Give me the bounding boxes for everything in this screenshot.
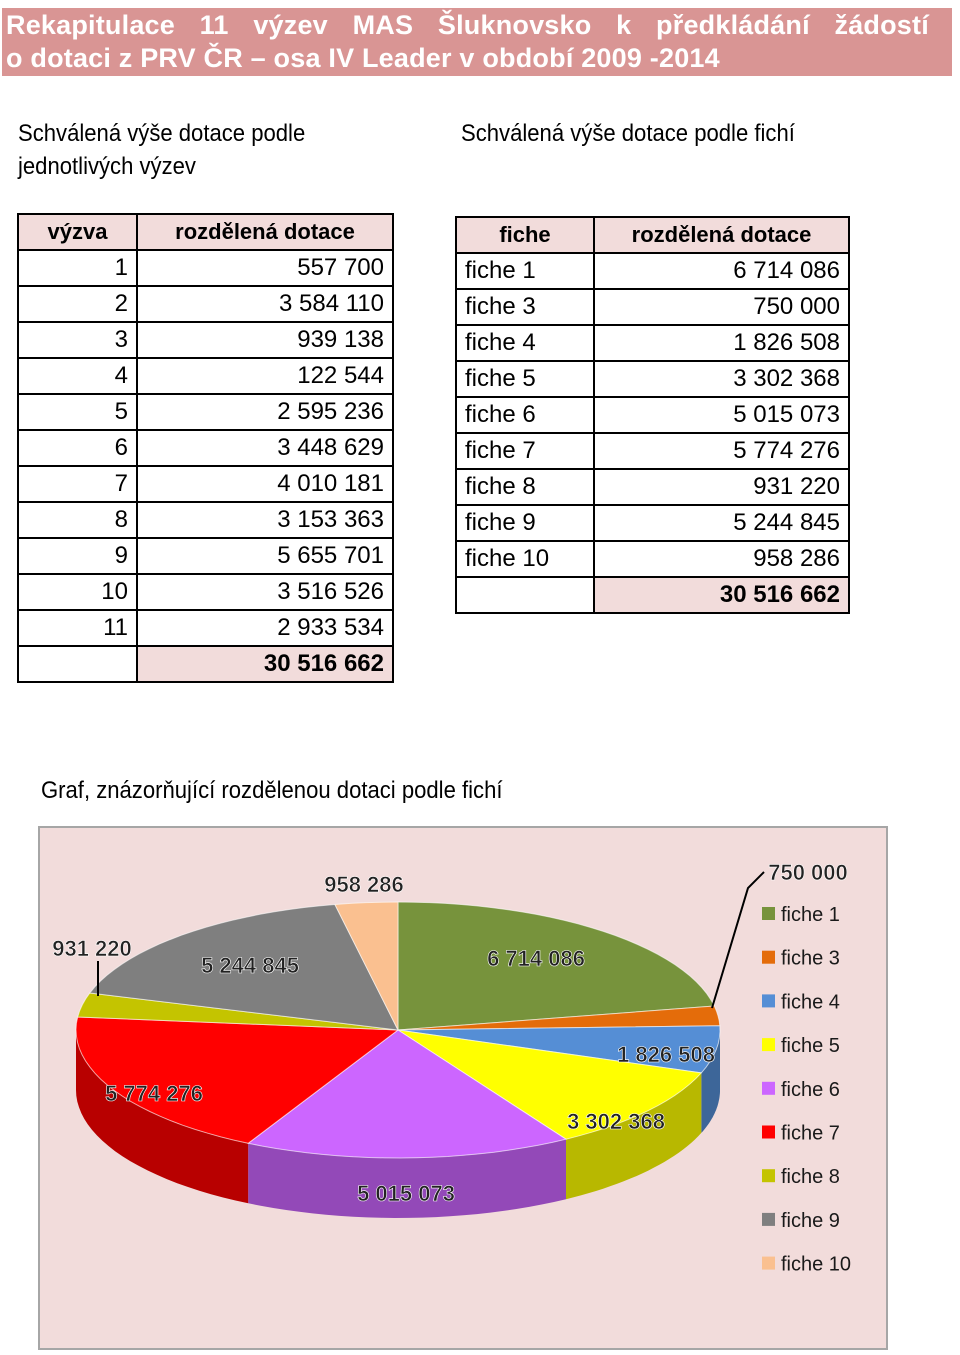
legend-swatch xyxy=(762,994,775,1007)
table-cell-value: 958 286 xyxy=(594,541,849,577)
legend-label: fiche 6 xyxy=(781,1078,840,1101)
fiche-table xyxy=(455,216,850,614)
data-label: 958 286 xyxy=(324,872,404,897)
col-header-subsidy: rozdělená dotace xyxy=(137,214,393,250)
table-row xyxy=(456,253,849,289)
data-label: 6 714 086 xyxy=(487,946,585,971)
table-row xyxy=(18,610,393,646)
table-cell-label: fiche 10 xyxy=(456,541,594,577)
table-cell-label: 3 xyxy=(18,322,137,358)
legend-label: fiche 7 xyxy=(781,1122,840,1145)
table-cell-value: 2 595 236 xyxy=(137,394,393,430)
table-row xyxy=(18,502,393,538)
table-row xyxy=(456,397,849,433)
header-line-2: o dotaci z PRV ČR – osa IV Leader v období 2009 -2014 xyxy=(6,43,720,73)
col-header-fiche: fiche xyxy=(456,217,594,253)
legend-label: fiche 4 xyxy=(781,991,840,1014)
table-cell-value: 3 584 110 xyxy=(137,286,393,322)
right-subtitle: Schválená výše dotace podle fichí xyxy=(461,120,795,147)
legend-swatch xyxy=(762,1038,775,1051)
leader-line xyxy=(712,872,764,1008)
left-subtitle xyxy=(18,117,305,183)
table-row xyxy=(456,541,849,577)
table-cell-label: 9 xyxy=(18,538,137,574)
left-subtitle-line-2: jednotlivých výzev xyxy=(18,153,196,180)
table-row xyxy=(456,505,849,541)
table-header-row xyxy=(456,217,849,253)
data-label: 750 000 xyxy=(768,860,848,885)
legend-swatch xyxy=(762,1213,775,1226)
table-cell-label: fiche 5 xyxy=(456,361,594,397)
table-cell-value: 4 010 181 xyxy=(137,466,393,502)
table-cell-value: 3 516 526 xyxy=(137,574,393,610)
table-cell-label: 4 xyxy=(18,358,137,394)
legend-label: fiche 8 xyxy=(781,1166,840,1189)
table-cell-label: fiche 1 xyxy=(456,253,594,289)
table-row xyxy=(18,322,393,358)
table-cell-value: 939 138 xyxy=(137,322,393,358)
table-cell-label: 6 xyxy=(18,430,137,466)
pie-chart xyxy=(40,828,886,1348)
table-total-row xyxy=(456,577,849,613)
table-row xyxy=(456,361,849,397)
document-header xyxy=(2,8,952,76)
table-cell-value: 6 714 086 xyxy=(594,253,849,289)
pie-chart-frame xyxy=(38,826,888,1350)
table-row xyxy=(18,430,393,466)
legend-label: fiche 10 xyxy=(781,1253,852,1276)
table-cell-label: 10 xyxy=(18,574,137,610)
table-cell-value: 5 655 701 xyxy=(137,538,393,574)
table-row xyxy=(18,538,393,574)
table-total-value: 30 516 662 xyxy=(137,646,393,682)
table-cell-value: 3 302 368 xyxy=(594,361,849,397)
legend-label: fiche 5 xyxy=(781,1035,840,1058)
table-cell-value: 750 000 xyxy=(594,289,849,325)
table-cell-value: 5 015 073 xyxy=(594,397,849,433)
chart-caption: Graf, znázorňující rozdělenou dotaci podle fichí xyxy=(41,777,503,804)
legend-label: fiche 3 xyxy=(781,947,840,970)
legend-swatch xyxy=(762,1082,775,1095)
table-cell-label: 1 xyxy=(18,250,137,286)
table-cell-label: fiche 9 xyxy=(456,505,594,541)
table-header-row xyxy=(18,214,393,250)
table-cell-label: fiche 3 xyxy=(456,289,594,325)
data-label: 5 244 845 xyxy=(201,953,299,978)
table-row xyxy=(18,358,393,394)
table-cell-value: 3 448 629 xyxy=(137,430,393,466)
table-cell-label: 8 xyxy=(18,502,137,538)
data-label: 5 774 276 xyxy=(105,1081,203,1106)
data-label: 931 220 xyxy=(52,936,132,961)
legend-swatch xyxy=(762,1126,775,1139)
legend xyxy=(762,904,851,1276)
table-cell xyxy=(456,577,594,613)
table-total-row xyxy=(18,646,393,682)
table-cell-label: 5 xyxy=(18,394,137,430)
table-row xyxy=(18,466,393,502)
table-row xyxy=(456,325,849,361)
table-row xyxy=(456,289,849,325)
table-row xyxy=(18,286,393,322)
table-cell-label: fiche 8 xyxy=(456,469,594,505)
table-cell-label: fiche 6 xyxy=(456,397,594,433)
col-header-subsidy: rozdělená dotace xyxy=(594,217,849,253)
table-cell-label: 11 xyxy=(18,610,137,646)
table-cell-value: 5 244 845 xyxy=(594,505,849,541)
table-cell-value: 5 774 276 xyxy=(594,433,849,469)
table-cell-label: fiche 4 xyxy=(456,325,594,361)
legend-label: fiche 9 xyxy=(781,1209,840,1232)
header-line-1: Rekapitulace 11 výzev MAS Šluknovsko k předkládání žádostí xyxy=(6,10,929,40)
table-cell-value: 3 153 363 xyxy=(137,502,393,538)
table-cell-label: 7 xyxy=(18,466,137,502)
table-row xyxy=(18,574,393,610)
data-label: 5 015 073 xyxy=(357,1181,455,1206)
col-header-call: výzva xyxy=(18,214,137,250)
legend-swatch xyxy=(762,1169,775,1182)
table-cell-label: fiche 7 xyxy=(456,433,594,469)
data-label: 1 826 508 xyxy=(617,1042,715,1067)
table-row xyxy=(456,433,849,469)
legend-label: fiche 1 xyxy=(781,904,840,926)
table-cell xyxy=(18,646,137,682)
table-cell-value: 122 544 xyxy=(137,358,393,394)
table-cell-value: 2 933 534 xyxy=(137,610,393,646)
left-subtitle-line-1: Schválená výše dotace podle xyxy=(18,120,306,147)
legend-swatch xyxy=(762,951,775,964)
table-cell-value: 1 826 508 xyxy=(594,325,849,361)
legend-swatch xyxy=(762,907,775,920)
legend-swatch xyxy=(762,1257,775,1270)
data-label: 3 302 368 xyxy=(567,1109,665,1134)
table-cell-label: 2 xyxy=(18,286,137,322)
table-row xyxy=(18,394,393,430)
table-row xyxy=(18,250,393,286)
table-cell-value: 931 220 xyxy=(594,469,849,505)
table-total-value: 30 516 662 xyxy=(594,577,849,613)
table-row xyxy=(456,469,849,505)
calls-table xyxy=(17,213,394,683)
table-cell-value: 557 700 xyxy=(137,250,393,286)
